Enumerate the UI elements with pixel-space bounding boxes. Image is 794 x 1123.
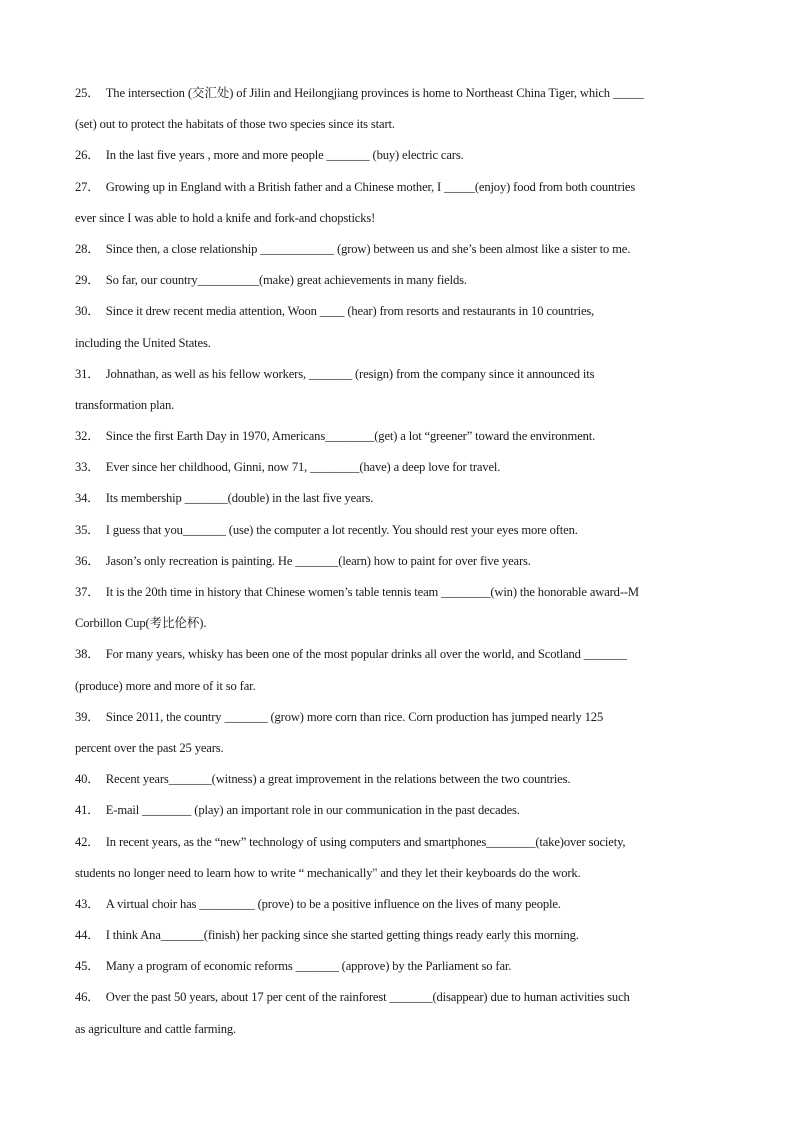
question-continuation-line (75, 608, 734, 639)
question-continuation-line (75, 733, 734, 764)
question-line (75, 920, 734, 951)
question-number: 32． (75, 429, 100, 444)
question-number: 44． (75, 928, 100, 943)
question-line (75, 702, 734, 733)
question-text: I think Ana_______(finish) her packing since she started getting things ready early this morning. (105, 928, 579, 943)
question-line (75, 577, 734, 608)
question-line (75, 234, 734, 265)
question-text: It is the 20th time in history that Chinese women’s table tennis team ________(win) the honorable award--M (105, 585, 639, 599)
question-number: 37． (75, 585, 100, 599)
question-line (75, 296, 734, 327)
question-line (75, 452, 734, 483)
question-line (75, 140, 734, 171)
question-number: 46． (75, 990, 100, 1005)
question-line (75, 515, 734, 546)
question-number: 40． (75, 772, 100, 787)
question-text: (set) out to protect the habitats of those two species since its start. (75, 117, 395, 132)
question-number: 41． (75, 803, 100, 818)
question-line (75, 546, 734, 577)
question-continuation-line (75, 1014, 734, 1045)
question-text: In the last five years , more and more people _______ (buy) electric cars. (105, 148, 464, 163)
question-number: 29． (75, 273, 100, 288)
question-text: including the United States. (75, 335, 211, 350)
question-number: 45． (75, 959, 100, 974)
question-text: Many a program of economic reforms _______ (approve) by the Parliament so far. (105, 959, 512, 974)
question-text: Ever since her childhood, Ginni, now 71, ________(have) a deep love for travel. (105, 460, 501, 475)
question-line (75, 78, 734, 109)
question-line (75, 483, 734, 514)
question-text: transformation plan. (75, 397, 175, 412)
question-continuation-line (75, 858, 734, 889)
question-text: Over the past 50 years, about 17 per cent of the rainforest _______(disappear) due to human activities such (105, 990, 630, 1005)
question-continuation-line (75, 109, 734, 140)
question-text: as agriculture and cattle farming. (75, 1021, 236, 1036)
question-number: 34． (75, 491, 100, 506)
question-number: 27． (75, 179, 100, 194)
question-line (75, 889, 734, 920)
question-line (75, 795, 734, 826)
question-continuation-line (75, 390, 734, 421)
question-text: The intersection (交汇处) of Jilin and Heilongjiang provinces is home to Northeast China Tiger, which _____ (105, 86, 644, 100)
question-text: Since 2011, the country _______ (grow) more corn than rice. Corn production has jumped nearly 125 (105, 709, 604, 724)
question-continuation-line (75, 203, 734, 234)
question-text: So far, our country__________(make) great achievements in many fields. (105, 273, 467, 288)
question-text: Since it drew recent media attention, Woon ____ (hear) from resorts and restaurants in 10 countries, (105, 304, 595, 319)
question-text: percent over the past 25 years. (75, 740, 224, 755)
question-line (75, 827, 734, 858)
question-number: 30． (75, 304, 100, 319)
question-text: E-mail ________ (play) an important role in our communication in the past decades. (105, 803, 520, 818)
question-text: A virtual choir has _________ (prove) to be a positive influence on the lives of many people. (105, 896, 561, 911)
question-number: 43． (75, 896, 100, 911)
question-number: 28． (75, 241, 100, 256)
question-line (75, 764, 734, 795)
question-text: students no longer need to learn how to write “ mechanically" and they let their keyboards do the work. (75, 865, 581, 880)
question-number: 33． (75, 460, 100, 475)
question-text: In recent years, as the “new” technology of using computers and smartphones________(take)over society, (105, 834, 626, 849)
question-continuation-line (75, 671, 734, 702)
question-number: 31． (75, 366, 100, 381)
question-line (75, 172, 734, 203)
question-number: 36． (75, 553, 100, 568)
question-number: 26． (75, 148, 100, 163)
question-line (75, 359, 734, 390)
question-line (75, 951, 734, 982)
question-continuation-line (75, 328, 734, 359)
question-number: 39． (75, 709, 100, 724)
question-text: Johnathan, as well as his fellow workers, _______ (resign) from the company since it announced its (105, 366, 595, 381)
question-text: (produce) more and more of it so far. (75, 678, 256, 693)
question-number: 25． (75, 86, 100, 100)
question-number: 35． (75, 522, 100, 537)
question-text: Recent years_______(witness) a great improvement in the relations between the two countries. (105, 772, 571, 787)
question-number: 38． (75, 647, 100, 662)
question-text: Growing up in England with a British father and a Chinese mother, I _____(enjoy) food from both countries (105, 179, 636, 194)
question-text: I guess that you_______ (use) the computer a lot recently. You should rest your eyes more often. (105, 522, 578, 537)
question-text: Its membership _______(double) in the last five years. (105, 491, 374, 506)
question-text: ever since I was able to hold a knife and fork-and chopsticks! (75, 210, 376, 225)
question-text: Since then, a close relationship ____________ (grow) between us and she’s been almost like a sister to me. (105, 241, 631, 256)
question-line (75, 639, 734, 670)
question-text: Jason’s only recreation is painting. He _______(learn) how to paint for over five years. (105, 553, 531, 568)
question-line (75, 421, 734, 452)
question-line (75, 265, 734, 296)
question-number: 42． (75, 834, 100, 849)
question-line (75, 982, 734, 1013)
question-text: For many years, whisky has been one of the most popular drinks all over the world, and Scotland _______ (105, 647, 627, 662)
question-text: Since the first Earth Day in 1970, Americans________(get) a lot “greener” toward the environment. (105, 429, 596, 444)
question-text: Corbillon Cup(考比伦杯). (75, 616, 207, 631)
